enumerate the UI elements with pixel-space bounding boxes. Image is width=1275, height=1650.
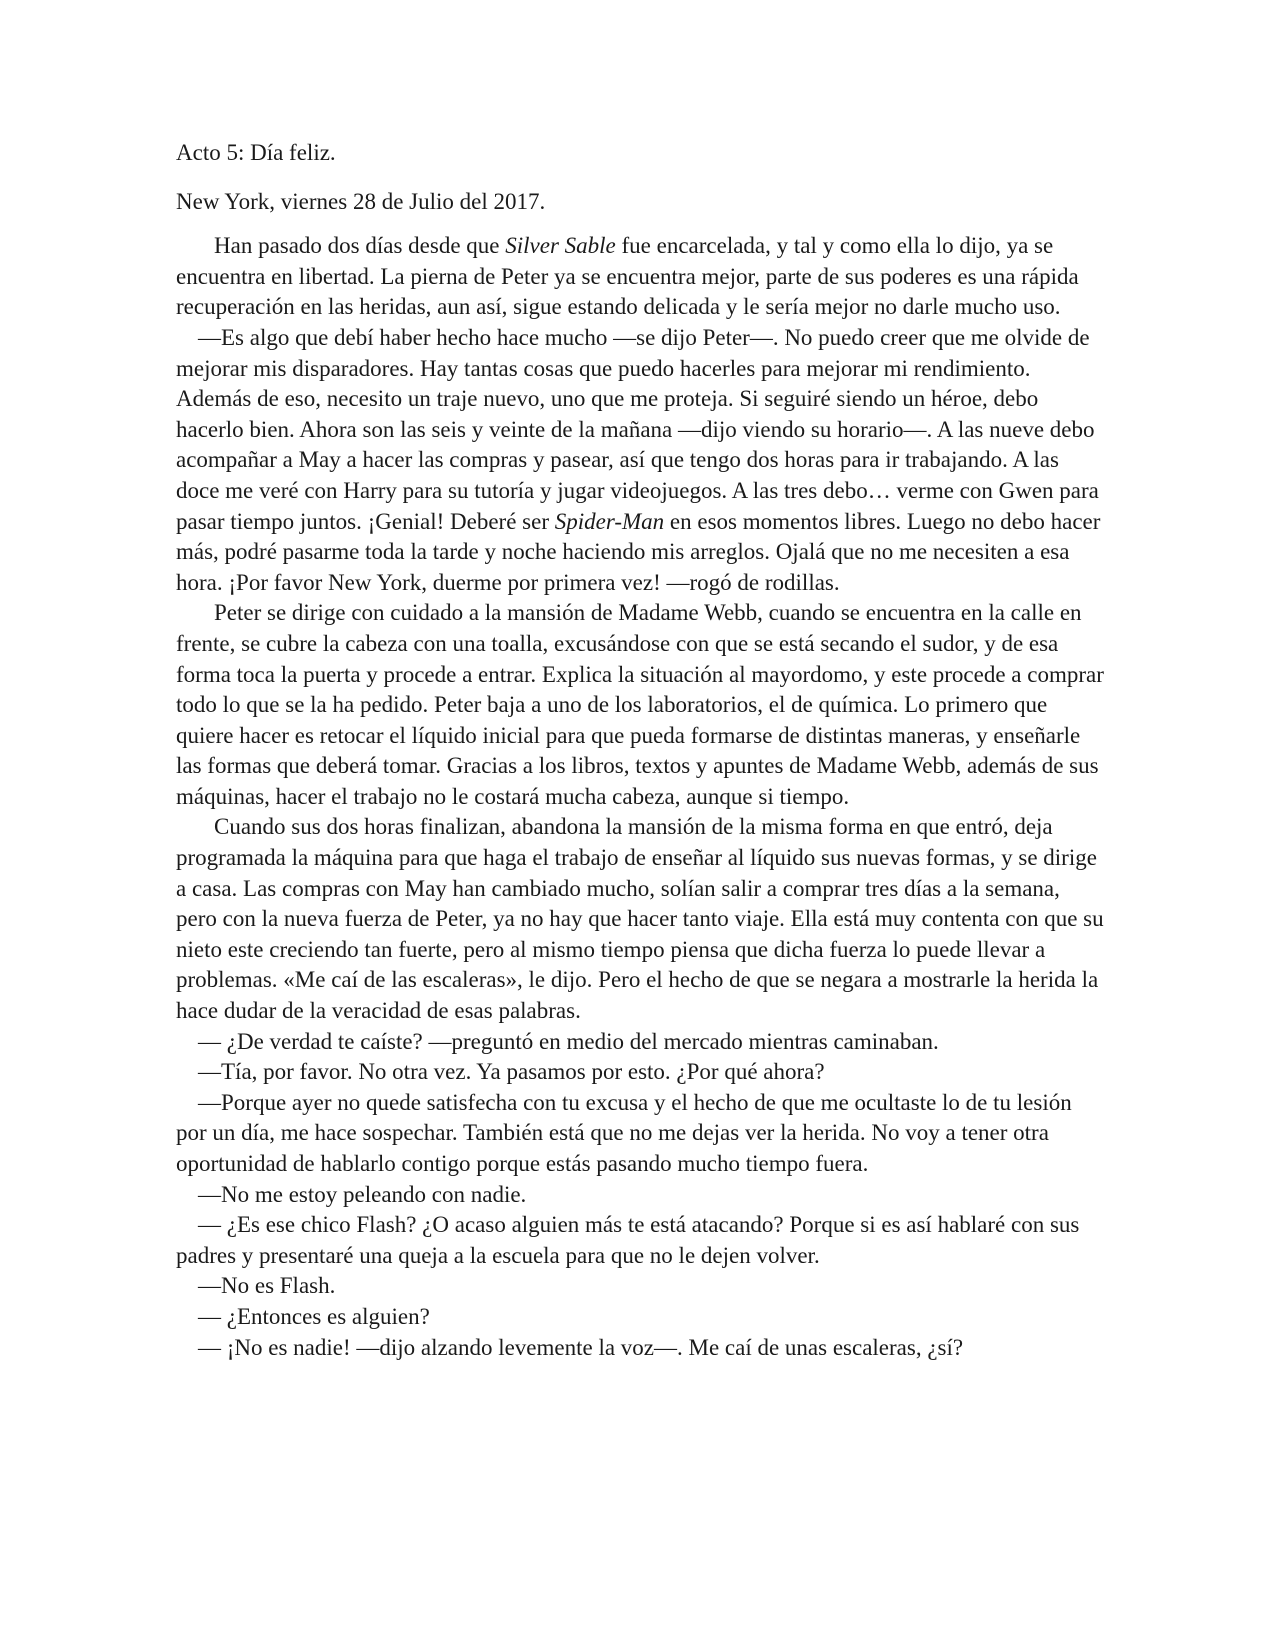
dialogue-paragraph <box>176 1210 1106 1271</box>
text-segment: fue encarcelada, y tal y como ella lo dijo, ya se encuentra en libertad. La pierna de Peter ya se encuentra mejor, parte de sus poderes es una rápida recuperación en las heridas, aun así, sigue estando delicada y le sería mejor no darle mucho uso. <box>176 233 1079 320</box>
text-segment: — ¿Es ese chico Flash? ¿O acaso alguien más te está atacando? Porque si es así hablaré con sus padres y presentaré una queja a la escuela para que no le dejen volver. <box>176 1212 1080 1268</box>
dialogue-paragraph <box>176 1057 1106 1088</box>
text-segment: —No es Flash. <box>198 1273 336 1299</box>
document-page <box>176 138 1106 1363</box>
text-segment: Cuando sus dos horas finalizan, abandona la mansión de la misma forma en que entró, deja programada la máquina para que haga el trabajo de enseñar al líquido sus nuevas formas, y se dirige a casa. Las compras con May han cambiado mucho, solían salir a comprar tres días a la semana, pero con la nueva fuerza de Peter, ya no hay que hacer tanto viaje. Ella está muy contenta con que su nieto este creciendo tan fuerte, pero al mismo tiempo piensa que dicha fuerza lo puede llevar a problemas. «Me caí de las escaleras», le dijo. Pero el hecho de que se negara a mostrarle la herida la hace dudar de la veracidad de esas palabras. <box>176 814 1104 1024</box>
text-segment: — ¡No es nadie! —dijo alzando levemente la voz—. Me caí de unas escaleras, ¿sí? <box>198 1334 964 1360</box>
dialogue-paragraph <box>176 1027 1106 1058</box>
chapter-title: Acto 5: Día feliz. <box>176 140 336 165</box>
text-segment: —Porque ayer no quede satisfecha con tu excusa y el hecho de que me ocultaste lo de tu lesión por un día, me hace sospechar. También está que no me dejas ver la herida. No voy a tener otra oportunidad de hablarlo contigo porque estás pasando mucho tiempo fuera. <box>176 1089 1072 1176</box>
body-text <box>176 231 1106 1363</box>
text-segment: en esos momentos libres. Luego no debo hacer más, podré pasarme toda la tarde y noche haciendo mis arreglos. Ojalá que no me necesiten a esa hora. ¡Por favor New York, duerme por primera vez! —rogó de rodillas. <box>176 508 1101 595</box>
text-segment: — ¿Entonces es alguien? <box>198 1303 430 1329</box>
text-segment: — ¿De verdad te caíste? —preguntó en medio del mercado mientras caminaban. <box>198 1028 939 1054</box>
italic-text: Silver Sable <box>505 233 616 259</box>
text-segment: Han pasado dos días desde que <box>214 233 506 259</box>
dialogue-paragraph <box>176 1180 1106 1211</box>
dialogue-paragraph <box>176 1271 1106 1302</box>
dialogue-paragraph <box>176 1088 1106 1180</box>
text-segment: —Tía, por favor. No otra vez. Ya pasamos por esto. ¿Por qué ahora? <box>198 1059 825 1085</box>
narrative-paragraph <box>176 231 1106 323</box>
text-segment: —Es algo que debí haber hecho hace mucho —se dijo Peter—. No puedo creer que me olvide de mejorar mis disparadores. Hay tantas cosas que puedo hacerles para mejorar mi rendimiento. Además de eso, necesito un traje nuevo, uno que me proteja. Si seguiré siendo un héroe, debo hacerlo bien. Ahora son las seis y veinte de la mañana —dijo viendo su horario—. A las nueve debo acompañar a May a hacer las compras y pasear, así que tengo dos horas para ir trabajando. A las doce me veré con Harry para su tutoría y jugar videojuegos. A las tres debo… verme con Gwen para pasar tiempo juntos. ¡Genial! Deberé ser <box>176 324 1099 534</box>
dialogue-paragraph <box>176 1302 1106 1333</box>
dialogue-paragraph <box>176 323 1106 598</box>
italic-text: Spider-Man <box>554 508 665 534</box>
text-segment: Peter se dirige con cuidado a la mansión de Madame Webb, cuando se encuentra en la calle en frente, se cubre la cabeza con una toalla, excusándose con que se está secando el sudor, y de esa forma toca la puerta y procede a entrar. Explica la situación al mayordomo, y este procede a comprar todo lo que se la ha pedido. Peter baja a uno de los laboratorios, el de química. Lo primero que quiere hacer es retocar el líquido inicial para que pueda formarse de distintas maneras, y enseñarle las formas que deberá tomar. Gracias a los libros, textos y apuntes de Madame Webb, además de sus máquinas, hacer el trabajo no le costará mucha cabeza, aunque si tiempo. <box>176 600 1104 809</box>
text-segment: —No me estoy peleando con nadie. <box>198 1181 527 1207</box>
narrative-paragraph <box>176 812 1106 1026</box>
dateline: New York, viernes 28 de Julio del 2017. <box>176 188 546 214</box>
narrative-paragraph <box>176 598 1106 812</box>
dialogue-paragraph <box>176 1333 1106 1364</box>
